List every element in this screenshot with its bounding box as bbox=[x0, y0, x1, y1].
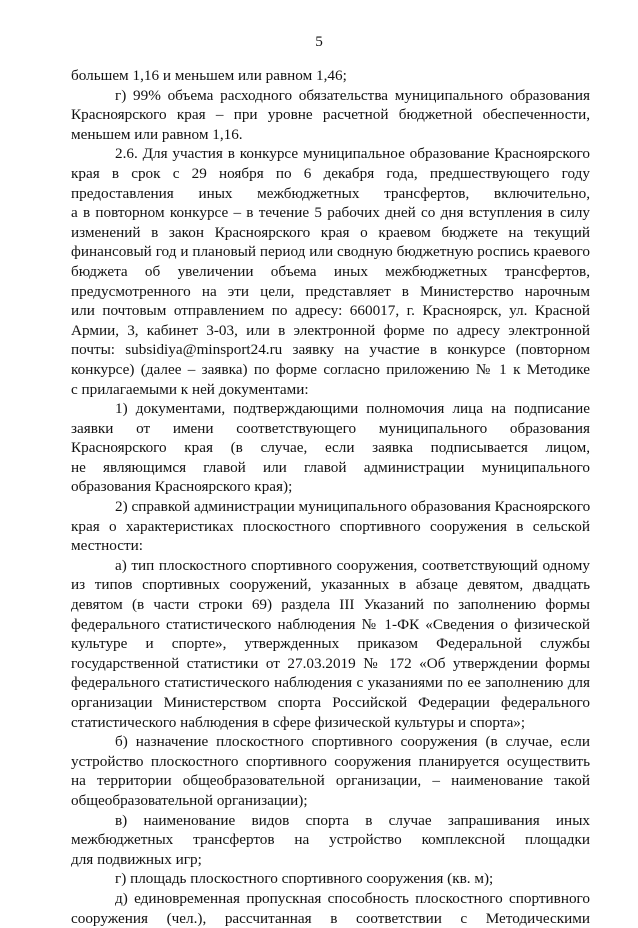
text-line: края о характеристиках плоскостного спортивного сооружения в сельской bbox=[71, 517, 590, 535]
text-line: культуре и спорте», утвержденных приказом Федеральной службы bbox=[71, 635, 590, 653]
text-line: межбюджетных трансфертов на устройство комплексной площадки bbox=[71, 831, 590, 849]
text-line: большем 1,16 и меньшем или равном 1,46; bbox=[71, 67, 347, 84]
text-line: для подвижных игр; bbox=[71, 850, 202, 868]
text-line: д) единовременная пропускная способность плоскостного спортивного bbox=[115, 889, 590, 907]
text-line: почты: subsidiya@minsport24.ru заявку на участие в конкурсе (повторном bbox=[71, 341, 590, 359]
text-line: а в повторном конкурсе – в течение 5 рабочих дней со дня вступления в силу bbox=[71, 204, 590, 222]
text-line: г) площадь плоскостного спортивного сооружения (кв. м); bbox=[115, 870, 494, 888]
text-line: заявки от имени соответствующего муниципального образования bbox=[71, 419, 590, 437]
text-line: 2) справкой администрации муниципального образования Красноярского bbox=[115, 498, 590, 516]
text-line: бюджета об увеличении объема иных межбюджетных трансфертов, bbox=[71, 262, 590, 280]
text-line: б) назначение плоскостного спортивного сооружения (в случае, если bbox=[115, 733, 590, 751]
text-line: Армии, 3, кабинет 3-03, или в электронной форме по адресу электронной bbox=[71, 321, 590, 339]
text-line: 2.6. Для участия в конкурсе муниципальное образование Красноярского bbox=[115, 145, 590, 163]
text-line: на территории общеобразовательной организации, – наименование такой bbox=[71, 772, 590, 790]
text-line: местности: bbox=[71, 537, 143, 555]
text-line: 1) документами, подтверждающими полномочия лица на подписание bbox=[115, 400, 590, 418]
text-line: Красноярского края – при уровне расчетной бюджетной обеспеченности, bbox=[71, 106, 590, 124]
text-line: Красноярского края (в случае, если заявка подписывается лицом, bbox=[71, 439, 590, 457]
text-line: с прилагаемыми к ней документами: bbox=[71, 380, 309, 398]
text-line: предоставления иных межбюджетных трансфертов, включительно, bbox=[71, 184, 590, 202]
document-body bbox=[71, 66, 590, 928]
text-line: сооружения (чел.), рассчитанная в соответствии с Методическими bbox=[71, 909, 590, 927]
text-line: федерального статистического наблюдения № 1-ФК «Сведения о физической bbox=[71, 615, 590, 633]
page-number: 5 bbox=[315, 33, 323, 50]
text-line: организации Министерством спорта Российской Федерации федерального bbox=[71, 694, 590, 711]
text-line: общеобразовательной организации); bbox=[71, 791, 308, 809]
text-line: изменений в закон Красноярского края о краевом бюджете на текущий bbox=[71, 223, 590, 241]
text-line: государственной статистики от 27.03.2019 № 172 «Об утверждении формы bbox=[71, 654, 590, 672]
text-line: устройство плоскостного спортивного сооружения планируется осуществить bbox=[71, 752, 590, 770]
text-line: образования Красноярского края); bbox=[71, 478, 293, 496]
text-line: девятом (в части строки 69) раздела III Указаний по заполнению формы bbox=[71, 596, 590, 614]
text-line: конкурсе) (далее – заявка) по форме согласно приложению № 1 к Методике bbox=[71, 360, 590, 378]
text-line: статистического наблюдения в сфере физической культуры и спорта»; bbox=[71, 713, 526, 731]
text-line: г) 99% объема расходного обязательства муниципального образования bbox=[115, 86, 590, 104]
text-line: финансовый год и плановый период или сводную бюджетную роспись краевого bbox=[71, 243, 590, 261]
text-line: а) тип плоскостного спортивного сооружения, соответствующий одному bbox=[115, 556, 590, 574]
text-line: края в срок с 29 ноября по 6 декабря года, предшествующего году bbox=[71, 164, 590, 182]
text-line: в) наименование видов спорта в случае запрашивания иных bbox=[115, 811, 590, 829]
text-line: меньшем или равном 1,16. bbox=[71, 125, 243, 143]
text-line: федерального статистического наблюдения с указаниями по ее заполнению для bbox=[71, 674, 590, 692]
text-line: не являющимся главой или главой администрации муниципального bbox=[71, 458, 590, 476]
text-line: или почтовым отправлением по адресу: 660017, г. Красноярск, ул. Красной bbox=[71, 302, 590, 320]
text-line: предусмотренного на эти цели, представляет в Министерство нарочным bbox=[71, 282, 590, 300]
text-line: из типов спортивных сооружений, указанных в абзаце девятом, двадцать bbox=[71, 576, 590, 594]
